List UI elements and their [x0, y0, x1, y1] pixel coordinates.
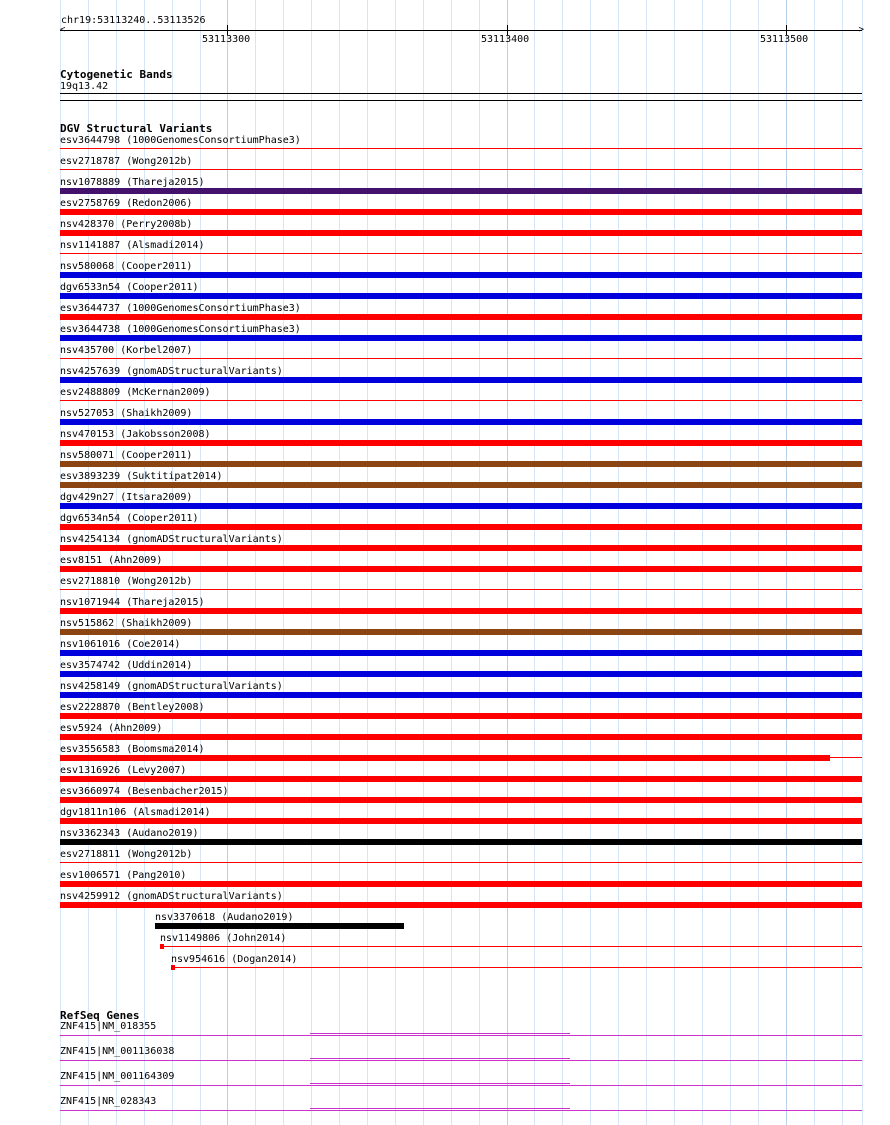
dgv-feature-bar[interactable]: [60, 148, 862, 149]
dgv-feature-bar[interactable]: [60, 881, 862, 887]
dgv-feature-label: nsv4254134 (gnomADStructuralVariants): [60, 534, 283, 545]
ruler-tick-label: 53113300: [202, 34, 251, 45]
dgv-feature-bar[interactable]: [60, 797, 862, 803]
ruler-tick-label: 53113400: [481, 34, 530, 45]
dgv-feature-label: esv3644798 (1000GenomesConsortiumPhase3): [60, 135, 301, 146]
dgv-feature-label: esv3556583 (Boomsma2014): [60, 744, 205, 755]
cytoband-band[interactable]: [60, 93, 862, 94]
dgv-feature-label: esv2718811 (Wong2012b): [60, 849, 193, 860]
dgv-feature-bar[interactable]: [60, 713, 862, 719]
dgv-feature-bar[interactable]: [60, 545, 862, 551]
dgv-feature-label: nsv435700 (Korbel2007): [60, 345, 193, 356]
dgv-feature-label: esv1316926 (Levy2007): [60, 765, 187, 776]
dgv-feature-bar[interactable]: [60, 293, 862, 299]
dgv-feature-line: [171, 967, 862, 968]
dgv-feature-label: esv2718787 (Wong2012b): [60, 156, 193, 167]
refseq-gene-label: ZNF415|NM_001164309: [60, 1071, 175, 1082]
dgv-feature-label: esv8151 (Ahn2009): [60, 555, 163, 566]
dgv-feature-line: [830, 757, 862, 758]
dgv-feature-bar[interactable]: [60, 169, 862, 170]
track-divider: [60, 100, 862, 101]
refseq-gene-line[interactable]: [60, 1110, 862, 1111]
ruler[interactable]: < >: [60, 25, 864, 35]
dgv-feature-label: nsv580068 (Cooper2011): [60, 261, 193, 272]
refseq-gene-label: ZNF415|NM_001136038: [60, 1046, 175, 1057]
dgv-feature-label: esv3574742 (Uddin2014): [60, 660, 193, 671]
dgv-feature-label: nsv527053 (Shaikh2009): [60, 408, 193, 419]
dgv-feature-label: nsv580071 (Cooper2011): [60, 450, 193, 461]
dgv-feature-bar[interactable]: [60, 755, 830, 761]
dgv-feature-bar[interactable]: [60, 776, 862, 782]
location-label: chr19:53113240..53113526: [61, 15, 206, 26]
dgv-feature-label: nsv954616 (Dogan2014): [171, 954, 298, 965]
dgv-feature-label: esv3644738 (1000GenomesConsortiumPhase3): [60, 324, 301, 335]
dgv-feature-label: dgv6533n54 (Cooper2011): [60, 282, 199, 293]
refseq-gene-label: ZNF415|NM_018355: [60, 1021, 157, 1032]
refseq-gene-line[interactable]: [60, 1060, 862, 1061]
refseq-gene-line: [310, 1083, 570, 1084]
dgv-feature-label: esv3644737 (1000GenomesConsortiumPhase3): [60, 303, 301, 314]
dgv-feature-label: nsv4258149 (gnomADStructuralVariants): [60, 681, 283, 692]
dgv-feature-label: esv3660974 (Besenbacher2015): [60, 786, 229, 797]
dgv-feature-label: nsv3370618 (Audano2019): [155, 912, 294, 923]
refseq-gene-line: [310, 1108, 570, 1109]
refseq-gene-line: [310, 1058, 570, 1059]
dgv-feature-bar[interactable]: [60, 230, 862, 236]
dgv-feature-label: nsv1061016 (Coe2014): [60, 639, 181, 650]
dgv-feature-bar[interactable]: [60, 524, 862, 530]
dgv-feature-label: esv2758769 (Redon2006): [60, 198, 193, 209]
dgv-feature-label: nsv3362343 (Audano2019): [60, 828, 199, 839]
dgv-feature-bar[interactable]: [60, 902, 862, 908]
track-title-dgv: DGV Structural Variants: [60, 122, 213, 135]
grid-line: [862, 0, 863, 1125]
refseq-gene-label: ZNF415|NR_028343: [60, 1096, 157, 1107]
dgv-feature-bar[interactable]: [60, 818, 862, 824]
dgv-feature-bar[interactable]: [60, 589, 862, 590]
dgv-feature-label: esv1006571 (Pang2010): [60, 870, 187, 881]
dgv-feature-bar[interactable]: [60, 482, 862, 488]
dgv-feature-bar[interactable]: [60, 503, 862, 509]
dgv-feature-label: nsv1078889 (Thareja2015): [60, 177, 205, 188]
dgv-feature-label: nsv470153 (Jakobsson2008): [60, 429, 211, 440]
dgv-feature-label: esv2488809 (McKernan2009): [60, 387, 211, 398]
refseq-gene-line[interactable]: [60, 1035, 862, 1036]
dgv-feature-label: nsv1149806 (John2014): [160, 933, 287, 944]
dgv-feature-bar[interactable]: [60, 862, 862, 863]
dgv-feature-bar[interactable]: [60, 440, 862, 446]
dgv-feature-label: nsv1071944 (Thareja2015): [60, 597, 205, 608]
dgv-feature-bar[interactable]: [60, 335, 862, 341]
dgv-feature-bar[interactable]: [60, 253, 862, 254]
dgv-feature-label: dgv429n27 (Itsara2009): [60, 492, 193, 503]
track-title-refseq: RefSeq Genes: [60, 1009, 140, 1022]
dgv-feature-label: dgv1811n106 (Alsmadi2014): [60, 807, 211, 818]
dgv-feature-bar[interactable]: [60, 377, 862, 383]
dgv-feature-label: nsv428370 (Perry2008b): [60, 219, 193, 230]
dgv-feature-bar[interactable]: [60, 358, 862, 359]
dgv-feature-label: esv5924 (Ahn2009): [60, 723, 163, 734]
dgv-feature-bar[interactable]: [60, 671, 862, 677]
dgv-feature-bar[interactable]: [60, 461, 862, 467]
refseq-gene-line[interactable]: [60, 1085, 862, 1086]
dgv-feature-label: esv2228870 (Bentley2008): [60, 702, 205, 713]
dgv-feature-bar[interactable]: [155, 923, 404, 929]
dgv-feature-line: [160, 946, 862, 947]
dgv-feature-bar[interactable]: [60, 629, 862, 635]
dgv-feature-bar[interactable]: [60, 419, 862, 425]
dgv-feature-label: nsv4259912 (gnomADStructuralVariants): [60, 891, 283, 902]
dgv-feature-label: nsv1141887 (Alsmadi2014): [60, 240, 205, 251]
dgv-feature-bar[interactable]: [60, 734, 862, 740]
ruler-tick-label: 53113500: [760, 34, 809, 45]
dgv-feature-bar[interactable]: [60, 272, 862, 278]
refseq-gene-line: [310, 1033, 570, 1034]
dgv-feature-label: nsv4257639 (gnomADStructuralVariants): [60, 366, 283, 377]
cytoband-label: 19q13.42: [60, 81, 109, 92]
dgv-feature-bar[interactable]: [60, 839, 862, 845]
dgv-feature-label: dgv6534n54 (Cooper2011): [60, 513, 199, 524]
dgv-feature-bar[interactable]: [60, 209, 862, 215]
dgv-feature-label: nsv515862 (Shaikh2009): [60, 618, 193, 629]
dgv-feature-label: esv3893239 (Suktitipat2014): [60, 471, 223, 482]
dgv-feature-bar[interactable]: [60, 650, 862, 656]
dgv-feature-bar[interactable]: [60, 608, 862, 614]
track-title-cytoband: Cytogenetic Bands: [60, 68, 173, 81]
dgv-feature-label: esv2718810 (Wong2012b): [60, 576, 193, 587]
dgv-feature-bar[interactable]: [60, 188, 862, 194]
dgv-feature-bar[interactable]: [60, 692, 862, 698]
dgv-feature-bar[interactable]: [60, 314, 862, 320]
dgv-feature-bar[interactable]: [60, 400, 862, 401]
dgv-feature-bar[interactable]: [60, 566, 862, 572]
